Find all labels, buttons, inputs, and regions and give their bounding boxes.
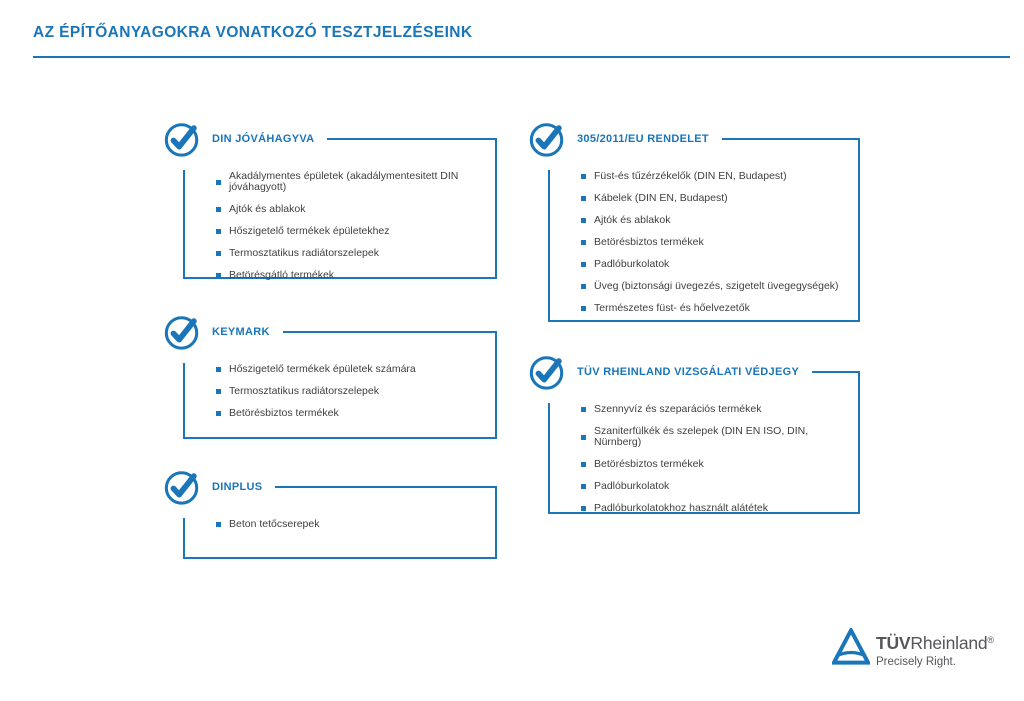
list-item — [216, 226, 489, 237]
square-bullet-icon — [581, 484, 586, 489]
list-item — [581, 237, 852, 248]
list-item-text: Betörésbiztos termékek — [229, 407, 339, 419]
list-item — [216, 519, 489, 530]
logo-text — [876, 633, 994, 668]
square-bullet-icon — [216, 207, 221, 212]
square-bullet-icon — [581, 218, 586, 223]
list-item-text: Padlóburkolatok — [594, 480, 670, 492]
item-list — [548, 171, 858, 314]
list-item-text: Hőszigetelő termékek épületek számára — [229, 363, 416, 375]
list-item-text: Termosztatikus radiátorszelepek — [229, 385, 379, 397]
section-keymark — [163, 313, 497, 439]
page-title: AZ ÉPÍTŐANYAGOKRA VONATKOZÓ TESZTJELZÉSEINK — [33, 24, 473, 41]
list-item-text: Kábelek (DIN EN, Budapest) — [594, 192, 728, 204]
logo-brand-tuv: TÜV — [876, 633, 911, 653]
item-list — [183, 364, 495, 419]
list-item-text: Természetes füst- és hőelvezetők — [594, 302, 750, 314]
square-bullet-icon — [581, 306, 586, 311]
list-item-text: Betörésbiztos termékek — [594, 236, 704, 248]
column-left — [163, 120, 497, 559]
list-item — [216, 364, 489, 375]
list-item — [216, 204, 489, 215]
square-bullet-icon — [581, 407, 586, 412]
tuv-rheinland-logo — [832, 628, 994, 668]
square-bullet-icon — [216, 389, 221, 394]
list-item — [581, 193, 852, 204]
square-bullet-icon — [216, 180, 221, 185]
list-item-text: Szennyvíz és szeparációs termékek — [594, 403, 762, 415]
item-list — [548, 404, 858, 514]
square-bullet-icon — [216, 411, 221, 416]
tuv-triangle-icon — [832, 628, 870, 666]
list-item-text: Üveg (biztonsági üvegezés, szigetelt üvegegységek) — [594, 280, 839, 292]
square-bullet-icon — [581, 435, 586, 440]
list-item-text: Füst-és tűzérzékelők (DIN EN, Budapest) — [594, 170, 787, 182]
square-bullet-icon — [581, 284, 586, 289]
list-item-text: Betörésgátló termékek — [229, 269, 335, 281]
list-item — [581, 259, 852, 270]
list-item — [216, 408, 489, 419]
item-list — [183, 171, 495, 281]
section-title: TÜV RHEINLAND VIZSGÁLATI VÉDJEGY — [577, 366, 800, 378]
list-item-text: Padlóburkolatok — [594, 258, 670, 270]
section-title: DIN JÓVÁHAGYVA — [212, 133, 315, 145]
square-bullet-icon — [581, 240, 586, 245]
list-item-text: Szaniterfülkék és szelepek (DIN EN ISO, DIN, Nürnberg) — [594, 425, 809, 448]
section-din-jovahagyva — [163, 120, 497, 279]
section-dinplus — [163, 468, 497, 559]
list-item — [581, 281, 852, 292]
list-item — [581, 303, 852, 314]
list-item-text: Ajtók és ablakok — [594, 214, 671, 226]
section-box — [183, 332, 497, 439]
list-item — [216, 386, 489, 397]
section-title: DINPLUS — [212, 481, 263, 493]
square-bullet-icon — [216, 367, 221, 372]
list-item — [581, 503, 852, 514]
list-item — [216, 270, 489, 281]
square-bullet-icon — [216, 522, 221, 527]
logo-brand-rheinland: Rheinland — [910, 633, 988, 653]
square-bullet-icon — [581, 196, 586, 201]
square-bullet-icon — [581, 262, 586, 267]
square-bullet-icon — [581, 462, 586, 467]
logo-brand — [876, 633, 994, 654]
list-item — [581, 404, 852, 415]
logo-tagline: Precisely Right. — [876, 656, 956, 668]
section-box — [183, 487, 497, 559]
list-item — [216, 248, 489, 259]
square-bullet-icon — [216, 251, 221, 256]
section-tuv-vedjegy — [528, 353, 860, 514]
list-item — [216, 171, 489, 193]
section-eu-rendelet — [528, 120, 860, 322]
list-item — [581, 426, 852, 448]
column-right — [528, 120, 860, 514]
section-title: 305/2011/EU RENDELET — [577, 133, 709, 145]
section-box — [183, 139, 497, 279]
list-item — [581, 459, 852, 470]
list-item-text: Betörésbiztos termékek — [594, 458, 704, 470]
list-item-text: Beton tetőcserepek — [229, 518, 320, 530]
list-item-text: Ajtók és ablakok — [229, 203, 306, 215]
item-list — [183, 519, 495, 530]
list-item-text: Termosztatikus radiátorszelepek — [229, 247, 379, 259]
square-bullet-icon — [581, 506, 586, 511]
list-item — [581, 481, 852, 492]
section-title: KEYMARK — [212, 326, 270, 338]
section-box — [548, 372, 860, 514]
title-divider — [33, 56, 1010, 58]
square-bullet-icon — [216, 229, 221, 234]
list-item — [581, 171, 852, 182]
section-box — [548, 139, 860, 322]
list-item-text: Akadálymentes épületek (akadálymentesitett DIN jóváhagyott) — [229, 170, 459, 193]
list-item-text: Hőszigetelő termékek épületekhez — [229, 225, 390, 237]
square-bullet-icon — [581, 174, 586, 179]
registered-mark: ® — [987, 635, 994, 645]
square-bullet-icon — [216, 273, 221, 278]
list-item — [581, 215, 852, 226]
list-item-text: Padlóburkolatokhoz használt alátétek — [594, 502, 768, 514]
